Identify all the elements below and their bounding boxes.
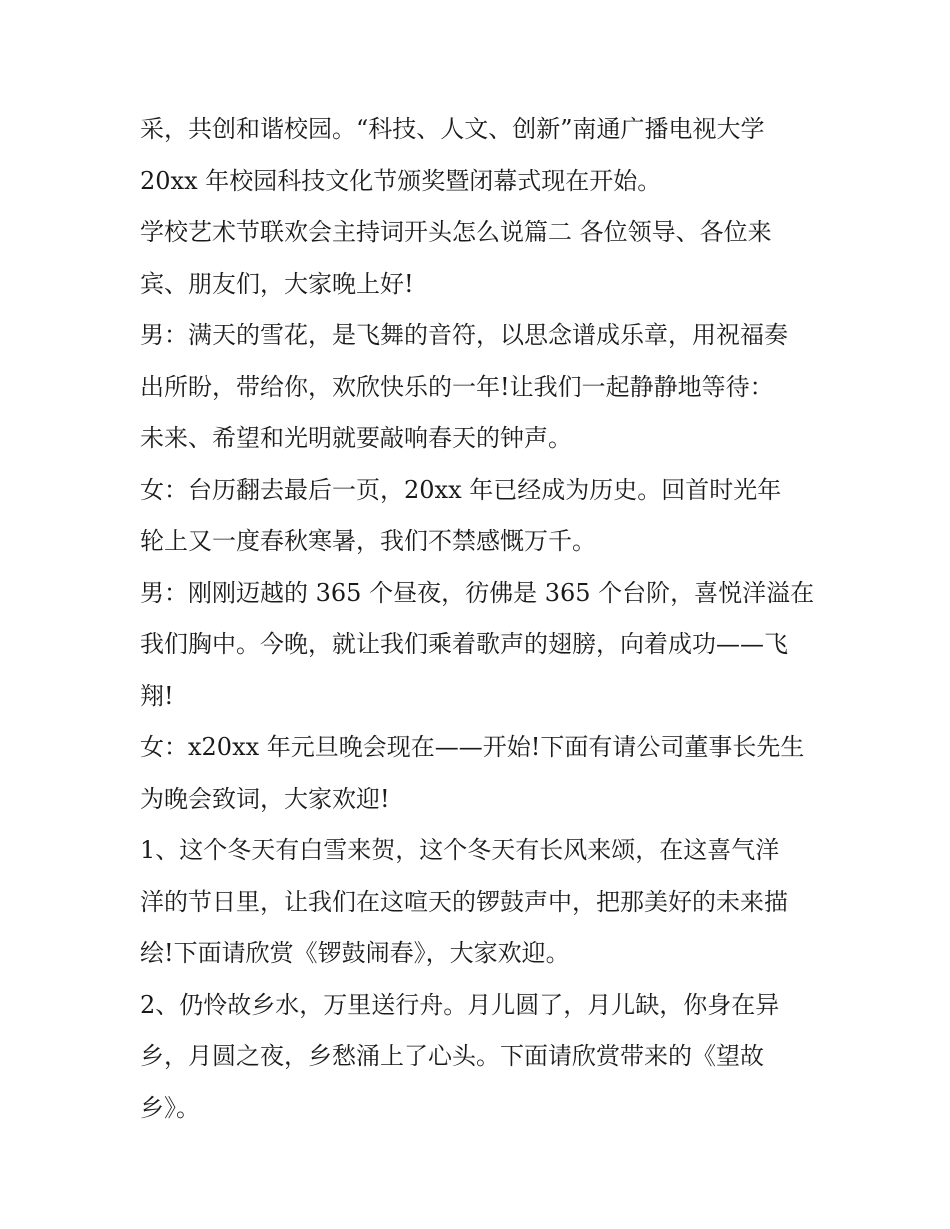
paragraph-6: [140, 722, 820, 825]
text-line: 1、这个冬天有白雪来贺，这个冬天有长风来颂，在这喜气洋: [140, 836, 780, 864]
text-line: 女：台历翻去最后一页，20xx 年已经成为历史。回首时光年: [140, 475, 782, 504]
text-line: 采，共创和谐校园。“科技、人文、创新”南通广播电视大学: [140, 115, 765, 143]
text-line: 为晚会致词，大家欢迎!: [140, 784, 390, 813]
paragraph-5: [140, 568, 820, 723]
text-line: 2、仍怜故乡水，万里送行舟。月儿圆了，月儿缺，你身在异: [140, 990, 780, 1019]
document-body: [140, 104, 820, 1134]
text-line: 女：x20xx 年元旦晚会现在——开始!下面有请公司董事长先生: [140, 733, 805, 761]
paragraph-4: [140, 465, 820, 568]
text-line: 乡》。: [140, 1093, 200, 1122]
paragraph-3: [140, 310, 820, 465]
paragraph-7: [140, 825, 820, 980]
text-line: 乡，月圆之夜，乡愁涌上了心头。下面请欣赏带来的《望故: [140, 1042, 764, 1070]
paragraph-2: [140, 207, 820, 310]
text-line: 绘!下面请欣赏《锣鼓闹春》，大家欢迎。: [140, 939, 570, 967]
text-line: 男：满天的雪花，是飞舞的音符，以思念谱成乐章，用祝福奏: [140, 321, 788, 349]
text-line: 出所盼，带给你，欢欣快乐的一年!让我们一起静静地等待：: [140, 372, 774, 401]
text-line: 翔!: [140, 681, 174, 710]
paragraph-1: [140, 104, 820, 207]
text-line: 未来、希望和光明就要敲响春天的钟声。: [140, 424, 572, 452]
text-line: 男：刚刚迈越的 365 个昼夜，彷佛是 365 个台阶，喜悦洋溢在: [140, 578, 815, 607]
text-line: 我们胸中。今晚，就让我们乘着歌声的翅膀，向着成功——飞: [140, 630, 788, 658]
paragraph-8: [140, 980, 820, 1135]
text-line: 洋的节日里，让我们在这喧天的锣鼓声中，把那美好的未来描: [140, 887, 788, 916]
text-line: 学校艺术节联欢会主持词开头怎么说篇二 各位领导、各位来: [140, 218, 772, 246]
text-line: 宾、朋友们，大家晚上好!: [140, 269, 414, 298]
text-line: 轮上又一度春秋寒暑，我们不禁感慨万千。: [140, 527, 596, 555]
text-line: 20xx 年校园科技文化节颁奖暨闭幕式现在开始。: [140, 166, 662, 195]
